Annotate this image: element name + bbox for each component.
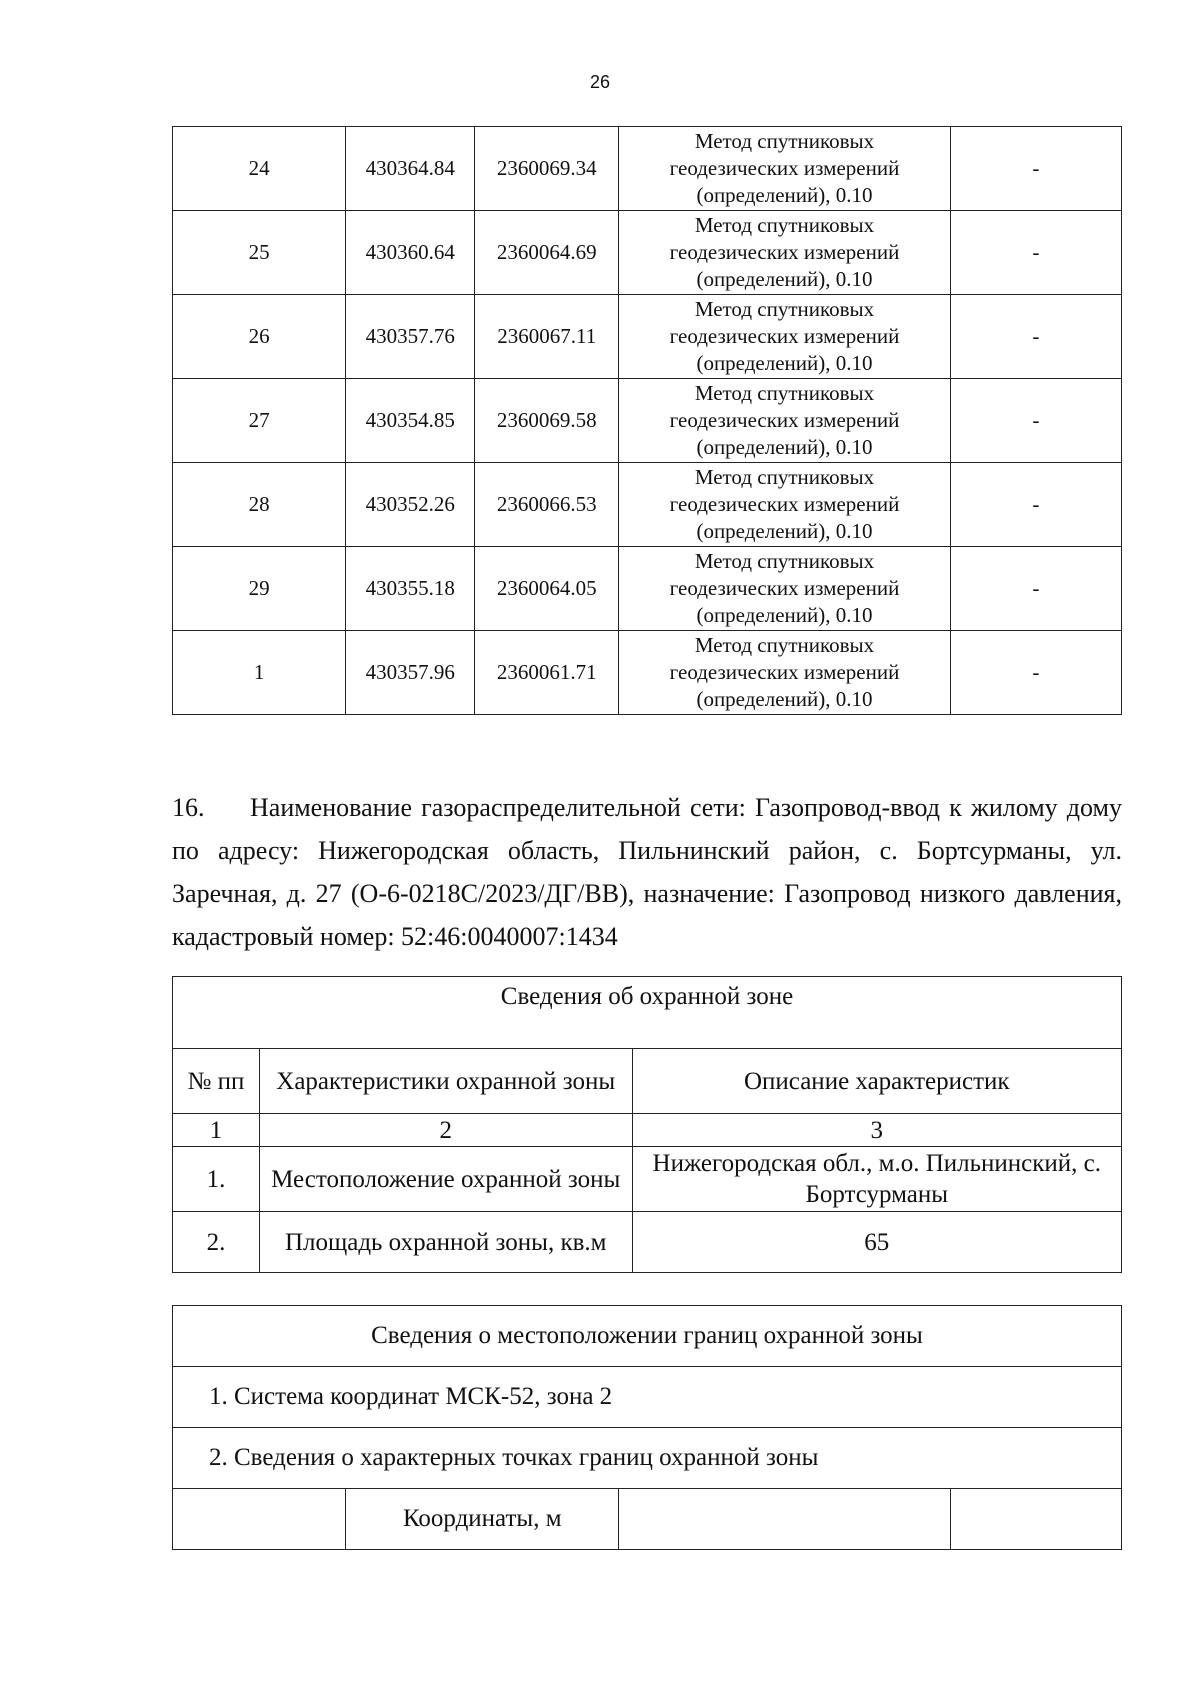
method-line: Метод спутниковых [694, 213, 875, 237]
method-line: геодезических измерений [669, 576, 900, 600]
method-line: (определений), 0.10 [696, 687, 873, 711]
table-row [173, 295, 1122, 379]
empty-cell [619, 1489, 950, 1550]
method-line: геодезических измерений [669, 156, 900, 180]
method-line: геодезических измерений [669, 408, 900, 432]
method-line: геодезических измерений [669, 492, 900, 516]
method-line: геодезических измерений [669, 660, 900, 684]
point-number: 24 [173, 127, 346, 211]
coord-x: 430357.76 [346, 295, 475, 379]
coord-y: 2360069.34 [475, 127, 619, 211]
row-description: Нижегородская обл., м.о. Пильнинский, с. Бортсурманы [632, 1147, 1121, 1212]
method [619, 127, 950, 211]
method-line: Метод спутниковых [694, 549, 875, 573]
coord-y: 2360061.71 [475, 631, 619, 715]
point-number: 29 [173, 547, 346, 631]
table-row [173, 1212, 1122, 1273]
table-row [173, 1147, 1122, 1212]
point-description: - [950, 127, 1121, 211]
point-number: 1 [173, 631, 346, 715]
table-row [173, 211, 1122, 295]
method-line: Метод спутниковых [694, 129, 875, 153]
col-number-header: № пп [173, 1049, 260, 1114]
method-line: (определений), 0.10 [696, 603, 873, 627]
row-characteristic: Местоположение охранной зоны [259, 1147, 632, 1212]
method-line: Метод спутниковых [694, 465, 875, 489]
method-line: (определений), 0.10 [696, 435, 873, 459]
method-line: геодезических измерений [669, 324, 900, 348]
point-description: - [950, 631, 1121, 715]
zone-table-title: Сведения об охранной зоне [173, 977, 1122, 1049]
coord-y: 2360069.58 [475, 379, 619, 463]
section-16-text [172, 786, 1122, 958]
method [619, 379, 950, 463]
section-number: 16. [172, 793, 205, 822]
method-line: Метод спутниковых [694, 297, 875, 321]
table-row [173, 463, 1122, 547]
table-row [173, 547, 1122, 631]
boundaries-title: Сведения о местоположении границ охранной зоны [173, 1306, 1122, 1367]
page-number: 26 [589, 72, 611, 92]
point-description: - [950, 463, 1121, 547]
method-line: (определений), 0.10 [696, 351, 873, 375]
coord-x: 430355.18 [346, 547, 475, 631]
row-number: 2. [173, 1212, 260, 1273]
col-index-3: 3 [632, 1114, 1121, 1147]
point-number: 28 [173, 463, 346, 547]
coord-y: 2360066.53 [475, 463, 619, 547]
point-description: - [950, 211, 1121, 295]
table-row [173, 379, 1122, 463]
row-number: 1. [173, 1147, 260, 1212]
point-number: 27 [173, 379, 346, 463]
col-characteristics-header: Характеристики охранной зоны [259, 1049, 632, 1114]
coord-y: 2360064.69 [475, 211, 619, 295]
coordinate-system-row: 1. Система координат МСК-52, зона 2 [173, 1367, 1122, 1428]
coord-y: 2360064.05 [475, 547, 619, 631]
point-number: 25 [173, 211, 346, 295]
method-line: (определений), 0.10 [696, 267, 873, 291]
coordinates-header: Координаты, м [346, 1489, 619, 1550]
characteristic-points-row: 2. Сведения о характерных точках границ охранной зоны [173, 1428, 1122, 1489]
row-characteristic: Площадь охранной зоны, кв.м [259, 1212, 632, 1273]
point-description: - [950, 295, 1121, 379]
coordinates-table [172, 126, 1122, 715]
coord-x: 430352.26 [346, 463, 475, 547]
method-line: Метод спутниковых [694, 381, 875, 405]
boundaries-table [172, 1305, 1122, 1550]
coord-x: 430364.84 [346, 127, 475, 211]
table-row [173, 127, 1122, 211]
row-description: 65 [632, 1212, 1121, 1273]
method-line: (определений), 0.10 [696, 519, 873, 543]
method [619, 463, 950, 547]
coord-y: 2360067.11 [475, 295, 619, 379]
col-index-1: 1 [173, 1114, 260, 1147]
method-line: Метод спутниковых [694, 633, 875, 657]
coord-x: 430354.85 [346, 379, 475, 463]
col-index-2: 2 [259, 1114, 632, 1147]
method [619, 547, 950, 631]
coord-x: 430357.96 [346, 631, 475, 715]
table-row [173, 631, 1122, 715]
col-description-header: Описание характеристик [632, 1049, 1121, 1114]
empty-cell [173, 1489, 346, 1550]
empty-cell [950, 1489, 1121, 1550]
method-line: геодезических измерений [669, 240, 900, 264]
method [619, 631, 950, 715]
point-description: - [950, 379, 1121, 463]
method [619, 211, 950, 295]
coord-x: 430360.64 [346, 211, 475, 295]
method [619, 295, 950, 379]
point-number: 26 [173, 295, 346, 379]
point-description: - [950, 547, 1121, 631]
protection-zone-table [172, 976, 1122, 1273]
section-description: Наименование газораспределительной сети: Газопровод-ввод к жилому дому по адресу: Нижегородская область, Пильнинский район, с. Бортсурманы, ул. Заречная, д. 27 (О-6-0218С/2023/ДГ/ВВ), назначение: Газопровод низкого давления, кадастровый номер: 52:46:0040007:1434 [172, 793, 1122, 951]
method-line: (определений), 0.10 [696, 183, 873, 207]
